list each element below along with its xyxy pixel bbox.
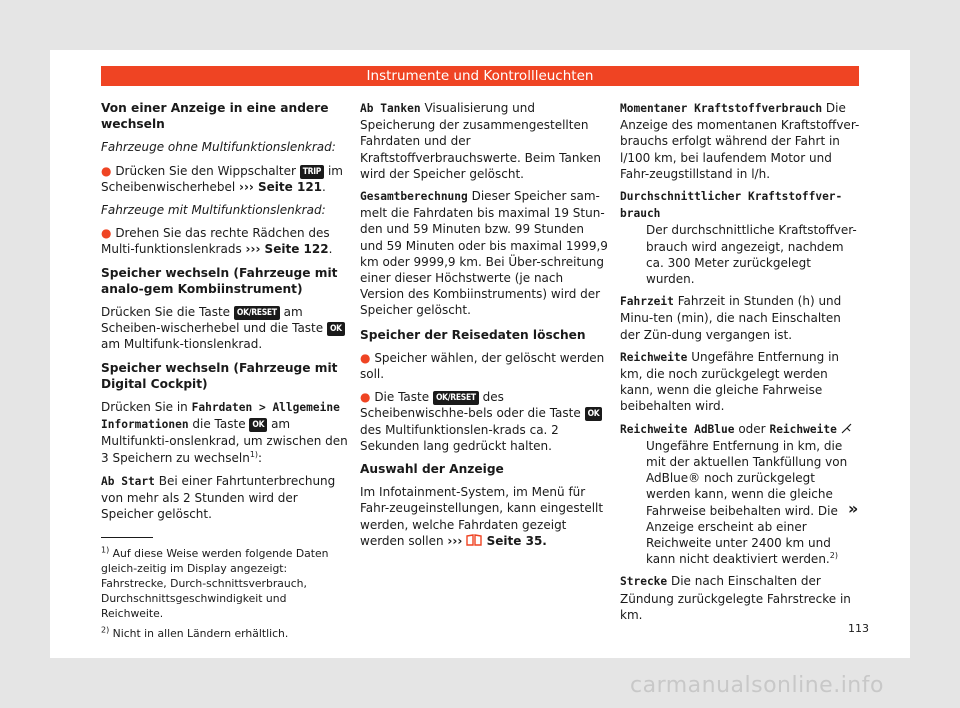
adblue-nozzle-icon (841, 423, 853, 434)
heading-memory-analog: Speicher wechseln (Fahrzeuge mit analo-gem Kombiinstrument) (101, 265, 338, 296)
footnote-text: Auf diese Weise werden folgende Daten gleich-zeitig im Display angezeigt: Fahrstrecke, Durch-schnittsverbrauch, Durchschnittsgeschwindigkeit und Reichweite. (101, 547, 329, 620)
definition-text: Ungefähre Entfernung in km, die noch zurückgelegt werden kann, wenn die gleiche Fahrweise beibehalten wird. (620, 349, 840, 414)
text: am Multifunk-tionslenkrad. (101, 337, 263, 352)
definition-text: Fahrzeit in Stunden (h) und Minu-ten (min), die nach Einschalten der Zün-dung vergangen ist. (620, 294, 842, 342)
footnote-divider (101, 537, 153, 538)
definition-average-consumption (620, 188, 862, 287)
footnotes (101, 546, 349, 646)
definition-text: Die nach Einschalten der Zündung zurückgelegte Fahrstrecke in km. (620, 574, 851, 622)
term: Ab Start (101, 474, 155, 488)
paragraph-memory-digital: Drücken Sie in Fahrdaten > Allgemeine Informationen die Taste OK am Multifunkti-onslenkrad, um zwischen den 3 Speichern zu wechseln$^{1)}$: (101, 400, 348, 465)
text: Die Taste (374, 390, 430, 405)
term: Fahrzeit (620, 295, 674, 309)
definition-gesamtberechnung (360, 188, 608, 319)
footnote-ref[interactable]: 2) (829, 551, 838, 561)
definition-adblue-range (620, 421, 862, 568)
bullet-rocker-switch: ● Drücken Sie den Wippschalter TRIP im Scheibenwischerhebel ››› Seite 121. (101, 163, 343, 194)
ok-reset-key-icon: OK/RESET (234, 306, 280, 320)
page-link[interactable]: ››› Seite 121 (239, 179, 323, 194)
subheading-with-multifunction: Fahrzeuge mit Multifunktionslenkrad: (101, 203, 326, 218)
paragraph-memory-analog (101, 304, 349, 353)
infotainment-book-icon (466, 534, 482, 546)
definition-text: Bei einer Fahrtunterbrechung von mehr als 2 Stunden wird der Speicher gelöscht. (101, 473, 336, 522)
footnote-mark: 1) (101, 545, 110, 555)
definition-text (620, 438, 862, 568)
page-link[interactable] (447, 534, 546, 548)
watermark: carmanualsonline.info (630, 673, 884, 698)
text: Drehen Sie das rechte Rädchen des Multi-funktionslenkrads (101, 226, 330, 257)
ok-key-icon: OK (585, 407, 603, 421)
term: Ab Tanken (360, 102, 421, 115)
text: Drücken Sie in (101, 400, 188, 415)
definition-ab-start (101, 473, 349, 523)
link-text: Seite 35. (486, 533, 547, 548)
term: Gesamtberechnung (360, 190, 468, 204)
bullet-select-memory (360, 350, 608, 382)
bullet-dot-icon: ● (360, 350, 371, 365)
footnote-mark: 2) (101, 625, 110, 635)
bullet-dot-icon: ● (101, 163, 112, 178)
text: Im Infotainment-System, im Menü für Fahr-zeugeinstellungen, kann eingestellt werden, welche Fahrdaten gezeigt werden sollen (360, 485, 604, 548)
text: Ungefähre Entfernung in km, die mit der aktuellen Tankfüllung von AdBlue® noch zurückgelegt werden kann, wenn die gleiche Fahrweise beibehalten wird. Die Anzeige erscheint ab einer Reichweite unter 2400 km und kann nicht deaktiviert werden. (646, 438, 848, 567)
heading-switch-display: Von einer Anzeige in eine andere wechseln (101, 101, 329, 132)
definition-range (620, 349, 862, 415)
definition-distance (620, 573, 862, 623)
column-1 (101, 100, 349, 528)
link-arrows: ››› (447, 533, 463, 548)
ok-key-icon: OK (327, 322, 345, 336)
page-link[interactable]: ››› Seite 122 (245, 242, 329, 257)
bullet-dot-icon: ● (101, 226, 112, 241)
term: Durchschnittlicher Kraftstoffver-brauch (620, 190, 843, 221)
definition-current-consumption (620, 100, 862, 182)
footnote-text: Nicht in allen Ländern erhältlich. (112, 627, 289, 640)
term: Reichweite (620, 350, 688, 364)
text: Drücken Sie den Wippschalter (115, 163, 296, 178)
paragraph-display-selection (360, 484, 608, 549)
definition-driving-time (620, 293, 862, 343)
text: Speicher wählen, der gelöscht werden soll. (360, 350, 605, 382)
definition-ab-tanken (360, 100, 608, 182)
text: am Multifunkti-onslenkrad, um zwischen den 3 Speichern zu wechseln (101, 417, 348, 465)
definition-text: Der durchschnittliche Kraftstoffver-brauch wird angezeigt, nachdem ca. 300 Meter zurückgelegt wurden. (646, 223, 857, 287)
footnote-ref[interactable]: 1) (249, 449, 259, 459)
column-2 (360, 100, 608, 556)
bullet-dot-icon: ● (360, 390, 371, 405)
column-3 (620, 100, 862, 629)
heading-memory-digital: Speicher wechseln (Fahrzeuge mit Digital Cockpit) (101, 360, 338, 391)
definition-text: Visualisierung und Speicherung der zusammengestellten Fahrdaten und der Kraftstoffverbrauchswerte. Beim Tanken wird der Speicher gelöscht. (360, 101, 601, 181)
heading-display-selection: Auswahl der Anzeige (360, 462, 504, 477)
term: Reichweite AdBlue (620, 422, 735, 436)
menu-path: Fahrdaten > Allgemeine Informationen (101, 401, 340, 432)
ok-reset-key-icon: OK/RESET (433, 391, 479, 405)
text: des Multifunktionslen-krads ca. 2 Sekunden lang gedrückt halten. (360, 422, 559, 453)
section-header: Instrumente und Kontrollleuchten (101, 66, 859, 86)
bullet-hold-button (360, 389, 608, 454)
term: Strecke (620, 575, 668, 589)
text: im Scheibenwischerhebel (101, 163, 343, 194)
text: am Scheiben-wischerhebel und die Taste (101, 305, 324, 336)
heading-delete-trip-data: Speicher der Reisedaten löschen (360, 327, 586, 342)
text: oder (738, 421, 766, 436)
continue-mark: » (848, 499, 859, 518)
term: Momentaner Kraftstoffverbrauch (620, 102, 823, 115)
term: Reichweite (769, 422, 837, 436)
definition-text: Die Anzeige des momentanen Kraftstoffver-brauchs erfolgt während der Fahrt in l/100 km, bei laufendem Motor und Fahr-zeugstillstand in l/h. (620, 101, 860, 181)
ok-key-icon: OK (249, 418, 267, 432)
definition-text: Dieser Speicher sam-melt die Fahrdaten bis maximal 19 Stun-den und 59 Minuten bzw. 99 Stunden und 59 Minuten oder bis maximal 1999,9 km oder 9999,9 km. Bei Über-schreitung einer dieser Höchstwerte (je nach Version des Kombiinstruments) wird der Speicher gelöscht. (360, 189, 608, 318)
trip-key-icon: TRIP (300, 165, 324, 179)
text: des Scheibenwischhe-bels oder die Taste (360, 390, 581, 421)
page-number: 113 (848, 622, 869, 635)
text: die Taste (192, 417, 246, 432)
footnote-2 (101, 626, 349, 641)
text: Drücken Sie die Taste (101, 305, 231, 320)
subheading-no-multifunction: Fahrzeuge ohne Multifunktionslenkrad: (101, 140, 336, 155)
bullet-thumbwheel: ● Drehen Sie das rechte Rädchen des Multi-funktionslenkrads ››› Seite 122. (101, 226, 333, 257)
footnote-1 (101, 546, 349, 621)
